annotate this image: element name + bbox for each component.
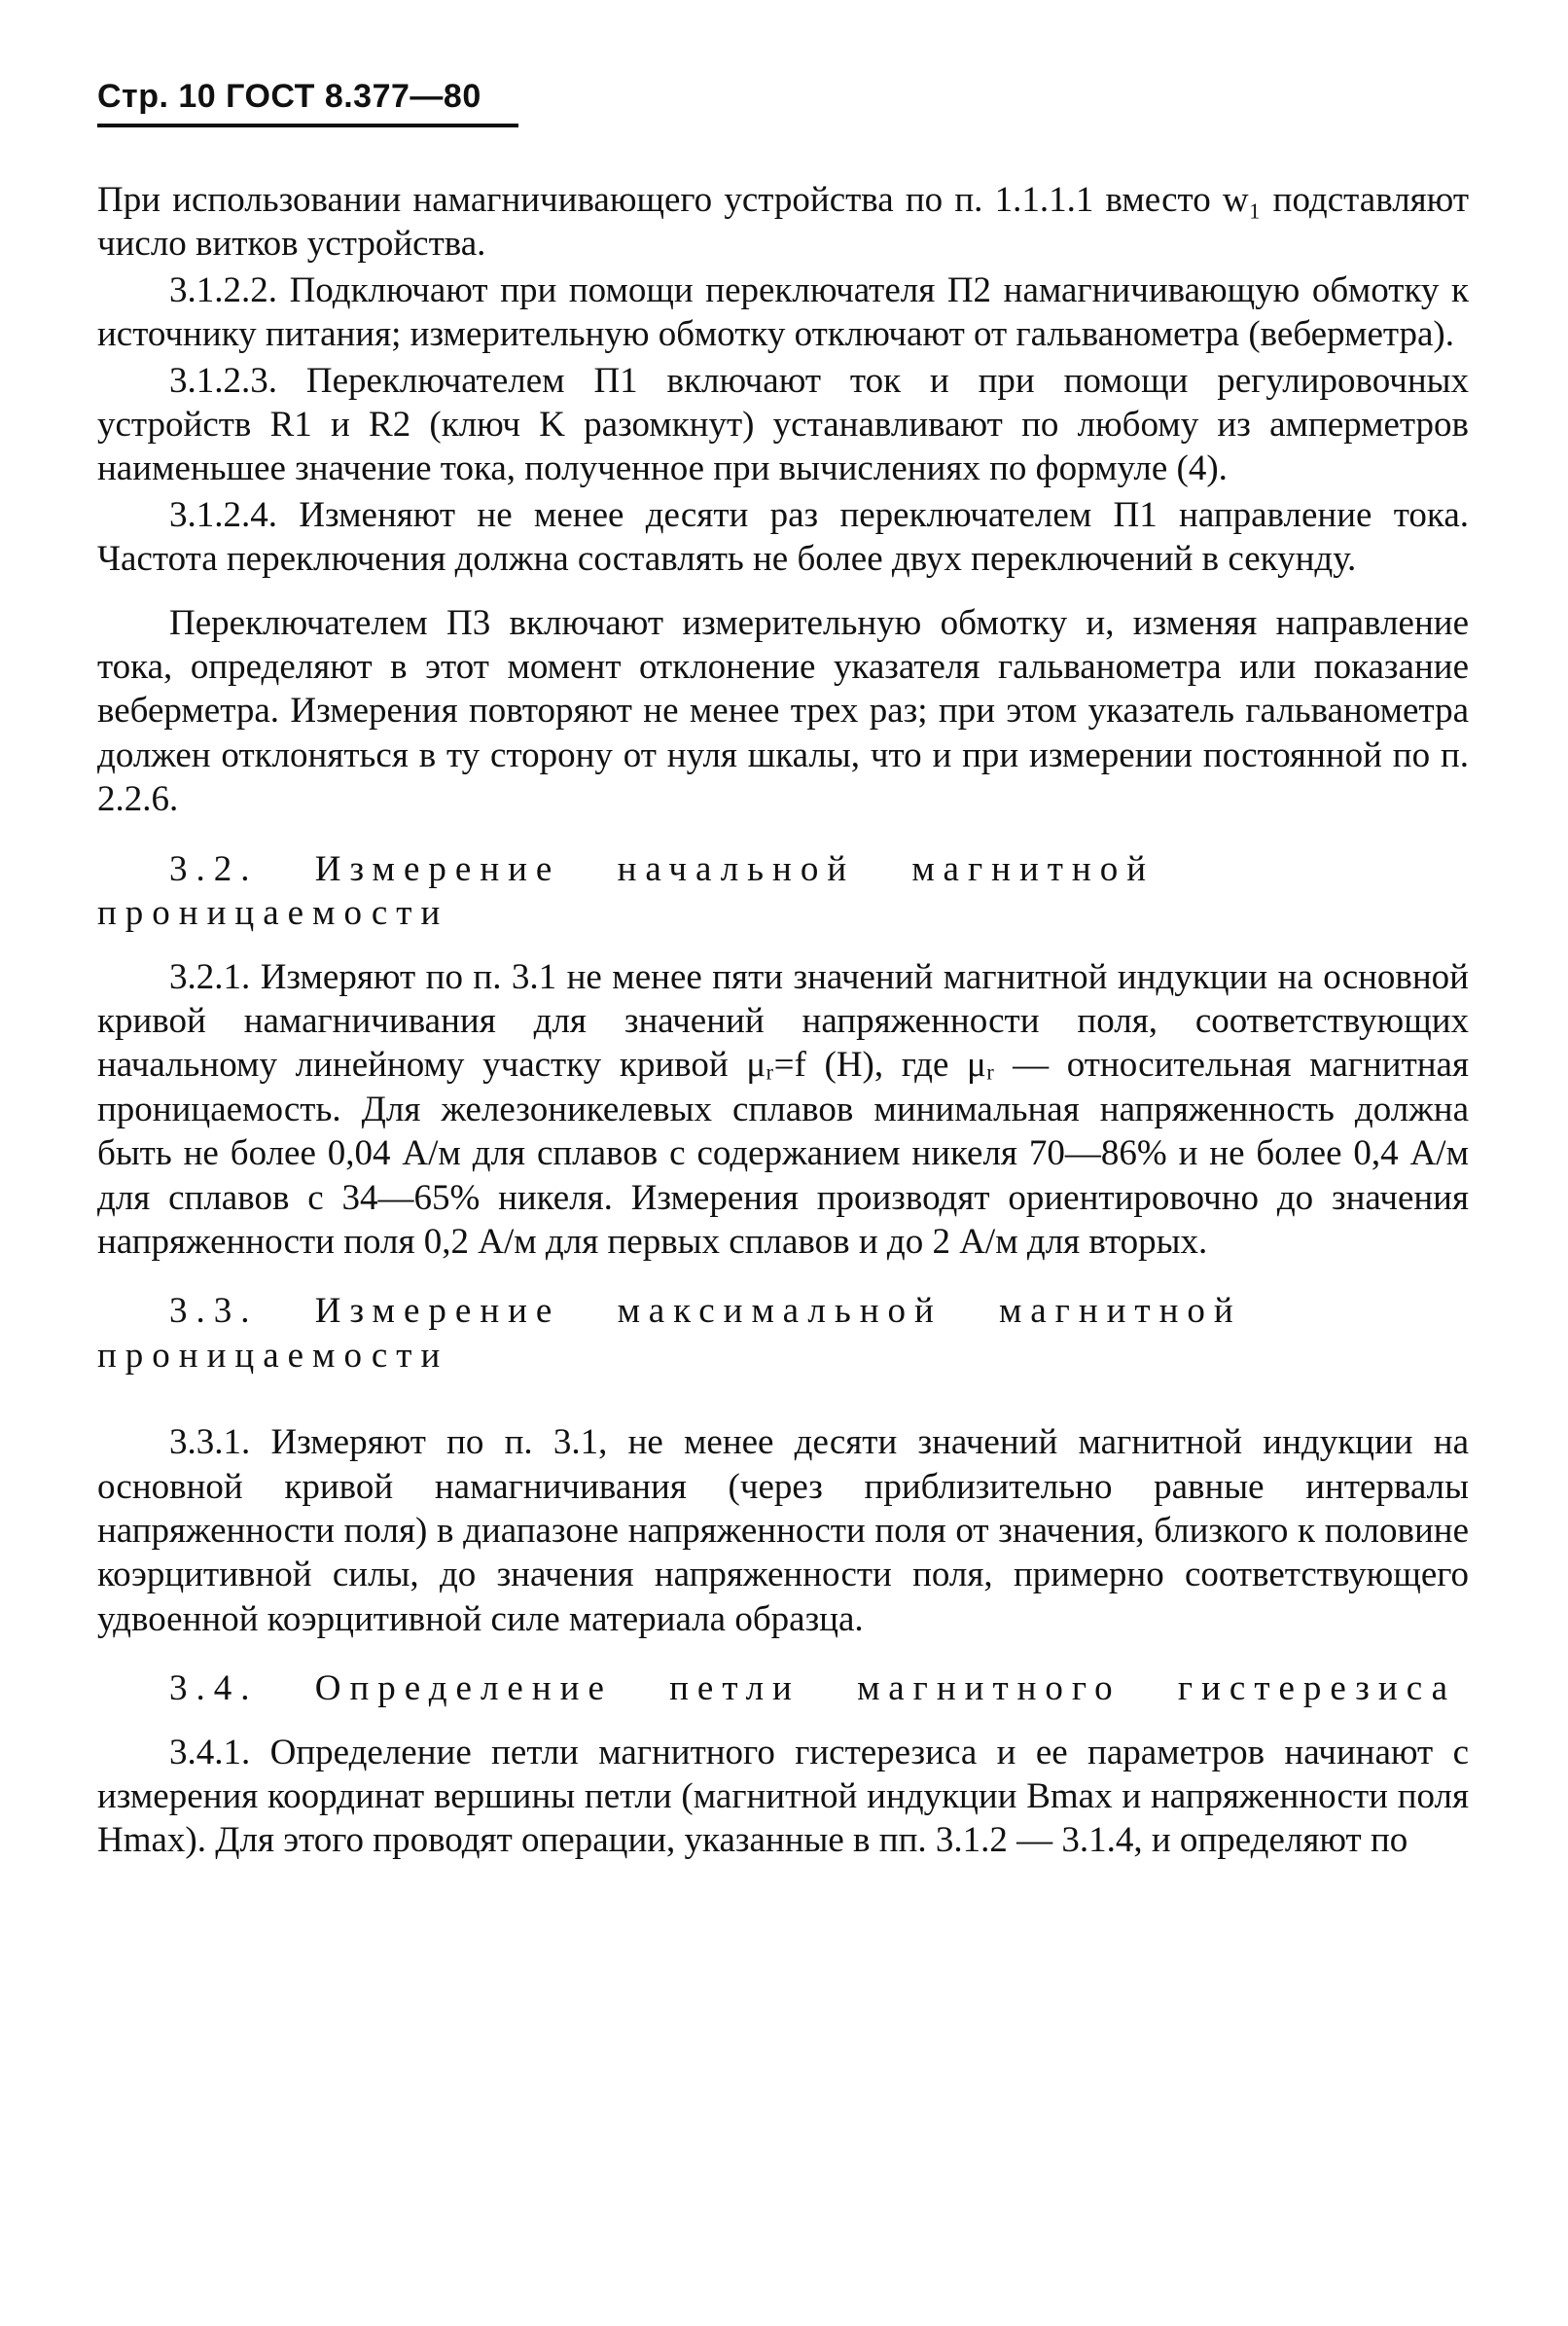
header-rule (97, 124, 518, 127)
section-heading (97, 1289, 1469, 1378)
section-heading-text: 3.3. Измерение максимальной магнитной проницаемости (97, 1291, 1242, 1376)
section-heading (97, 847, 1469, 936)
paragraph: 3.4.1. Определение петли магнитного гистерезиса и ее параметров начинают с измерения координат вершины петли (магнитной индукции Bmax и напряженности поля Hmax). Для этого проводят операции, указанные в пп. 3.1.2 — 3.1.4, и определяют по (97, 1732, 1469, 1861)
section-heading-text: 3.2. Измерение начальной магнитной проницаемости (97, 848, 1156, 934)
paragraph: 3.1.2.2. Подключают при помощи переключателя П2 намагничивающую обмотку к источнику питания; измерительную обмотку отключают от гальванометра (веберметра). (97, 269, 1469, 355)
paragraph: Переключателем П3 включают измерительную обмотку и, изменяя направление тока, определяют в этот момент отклонение указателя гальванометра или показание веберметра. Измерения повторяют не менее трех раз; при этом указатель гальванометра должен отклоняться в ту сторону от нуля шкалы, что и при измерении постоянной по п. 2.2.6. (97, 602, 1469, 820)
paragraph: 3.3.1. Измеряют по п. 3.1, не менее десяти значений магнитной индукции на основной кривой намагничивания (через приблизительно равные интервалы напряженности поля) в диапазоне напряженности поля от значения, близкого к половине коэрцитивной силы, до значения напряженности поля, примерно соответствующего удвоенной коэрцитивной силе материала образца. (97, 1422, 1469, 1639)
section-heading-text: 3.4. Определение петли магнитного гистерезиса (169, 1668, 1457, 1709)
page-header: Стр. 10 ГОСТ 8.377—80 (97, 78, 481, 115)
paragraph: При использовании намагничивающего устройства по п. 1.1.1.1 вместо w₁ подставляют число витков устройства. (97, 180, 1469, 265)
document-page (97, 68, 1469, 1865)
paragraph: 3.2.1. Измеряют по п. 3.1 не менее пяти значений магнитной индукции на основной кривой намагничивания для значений напряженности поля, соответствующих начальному линейному участку кривой μᵣ=f (H), где μᵣ — относительная магнитная проницаемость. Для железоникелевых сплавов минимальная напряженность должна быть не более 0,04 А/м для сплавов с содержанием никеля 70—86% и не более 0,4 А/м для сплавов с 34—65% никеля. Измерения производят ориентировочно до значения напряженности поля 0,2 А/м для первых сплавов и до 2 А/м для вторых. (97, 956, 1469, 1262)
paragraph: 3.1.2.4. Изменяют не менее десяти раз переключателем П1 направление тока. Частота переключения должна составлять не более двух переключений в секунду. (97, 494, 1469, 580)
section-heading (97, 1666, 1469, 1710)
paragraph: 3.1.2.3. Переключателем П1 включают ток и при помощи регулировочных устройств R1 и R2 (ключ K разомкнут) устанавливают по любому из амперметров наименьшее значение тока, полученное при вычислениях по формуле (4). (97, 360, 1469, 489)
